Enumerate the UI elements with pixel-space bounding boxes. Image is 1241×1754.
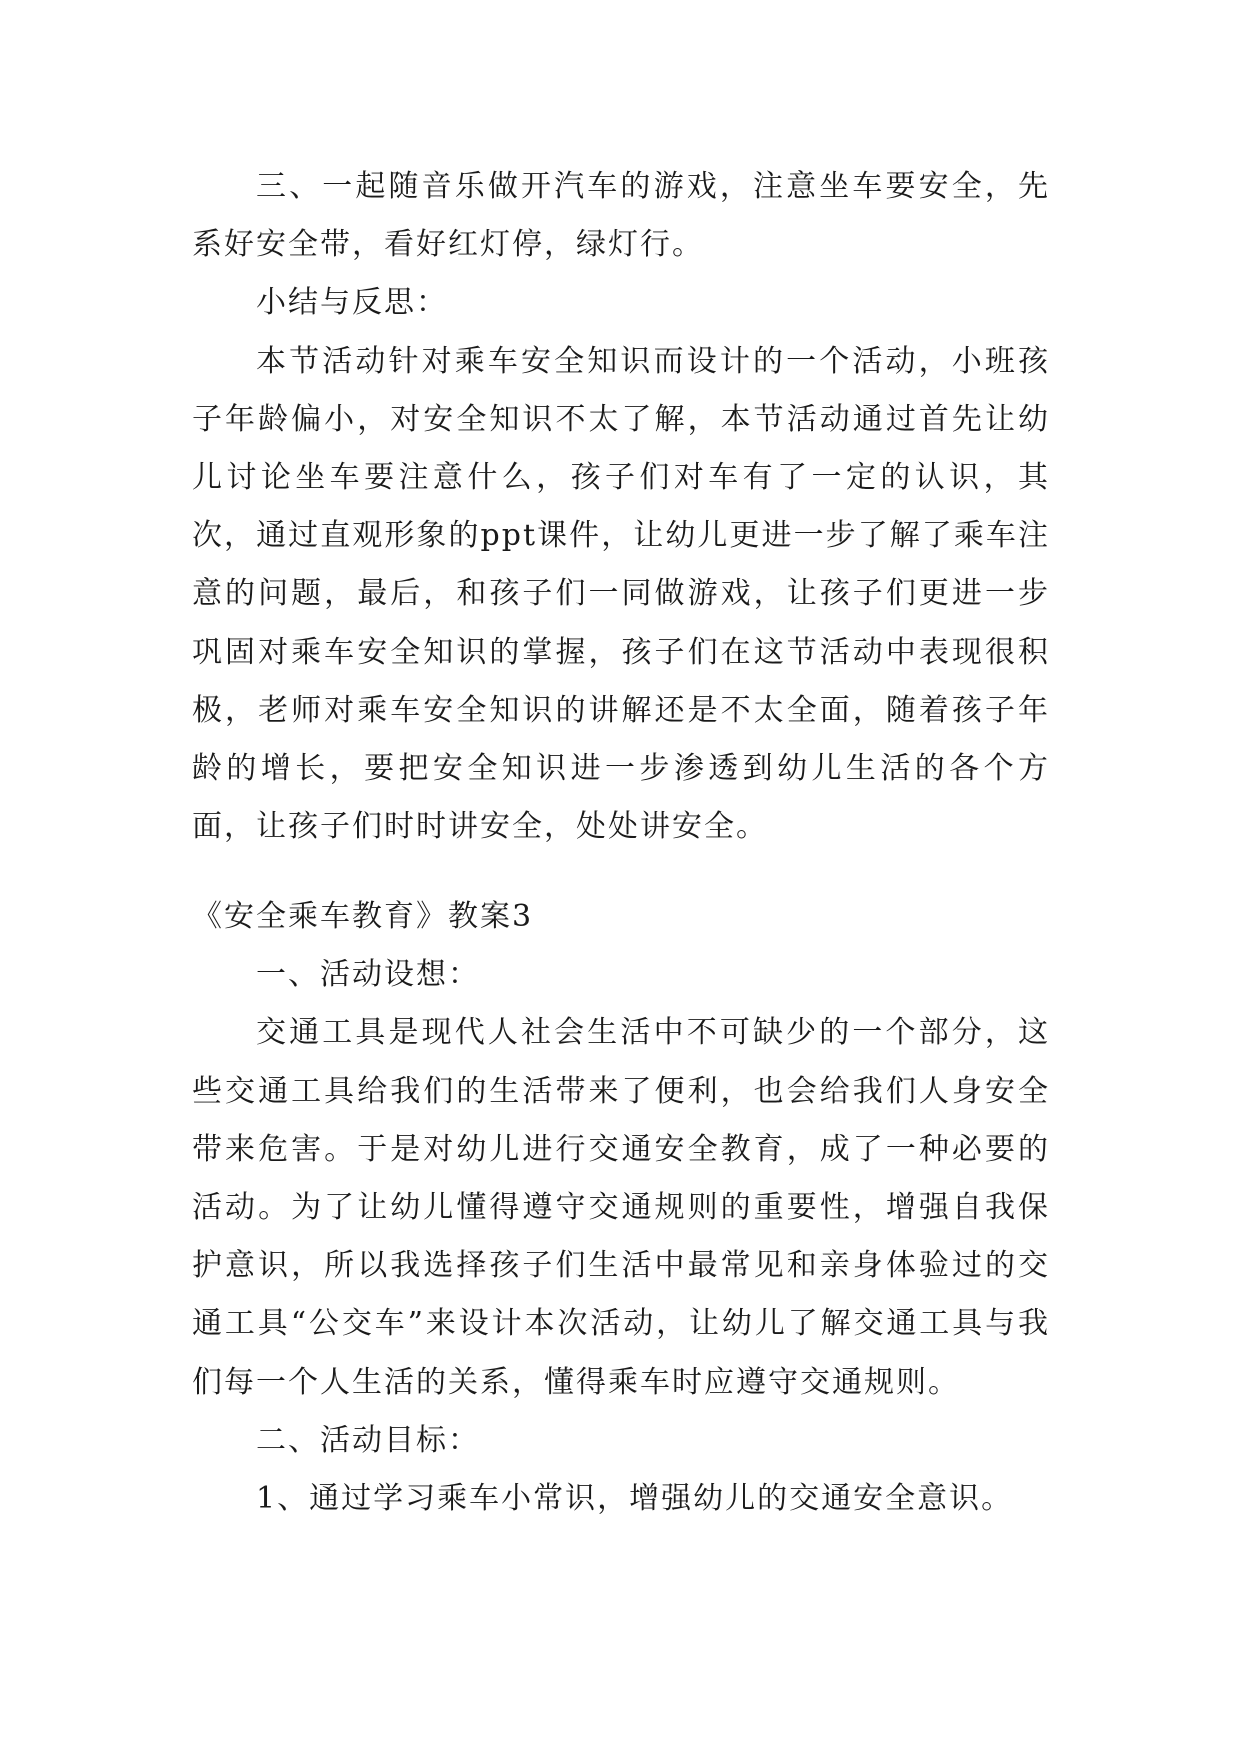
paragraph-activity-idea: 交通工具是现代人社会生活中不可缺少的一个部分，这些交通工具给我们的生活带来了便利，也会给我们人身安全带来危害。于是对幼儿进行交通安全教育，成了一种必要的活动。为了让幼儿懂得遵守交通规则的重要性，增强自我保护意识，所以我选择孩子们生活中最常见和亲身体验过的交通工具“公交车”来设计本次活动，让幼儿了解交通工具与我们每一个人生活的关系，懂得乘车时应遵守交通规则。 bbox=[192, 1015, 1050, 1400]
heading-activity-goals: 二、活动目标： bbox=[256, 1422, 480, 1458]
summary-heading: 小结与反思： bbox=[256, 285, 448, 321]
section-lesson-plan-3 bbox=[192, 888, 1050, 1528]
goal-item-1: 1、通过学习乘车小常识，增强幼儿的交通安全意识。 bbox=[256, 1481, 1014, 1517]
section-summary bbox=[192, 158, 1050, 856]
paragraph-game: 三、一起随音乐做开汽车的游戏，注意坐车要安全，先系好安全带，看好红灯停，绿灯行。 bbox=[192, 169, 1050, 263]
document-title: 《安全乘车教育》教案3 bbox=[192, 899, 534, 934]
heading-activity-idea: 一、活动设想： bbox=[256, 957, 480, 993]
paragraph-summary: 本节活动针对乘车安全知识而设计的一个活动，小班孩子年龄偏小，对安全知识不太了解，本节活动通过首先让幼儿讨论坐车要注意什么，孩子们对车有了一定的认识，其次，通过直观形象的ppt课件，让幼儿更进一步了解了乘车注意的问题，最后，和孩子们一同做游戏，让孩子们更进一步巩固对乘车安全知识的掌握，孩子们在这节活动中表现很积极，老师对乘车安全知识的讲解还是不太全面，随着孩子年龄的增长，要把安全知识进一步渗透到幼儿生活的各个方面，让孩子们时时讲安全，处处讲安全。 bbox=[192, 343, 1050, 845]
